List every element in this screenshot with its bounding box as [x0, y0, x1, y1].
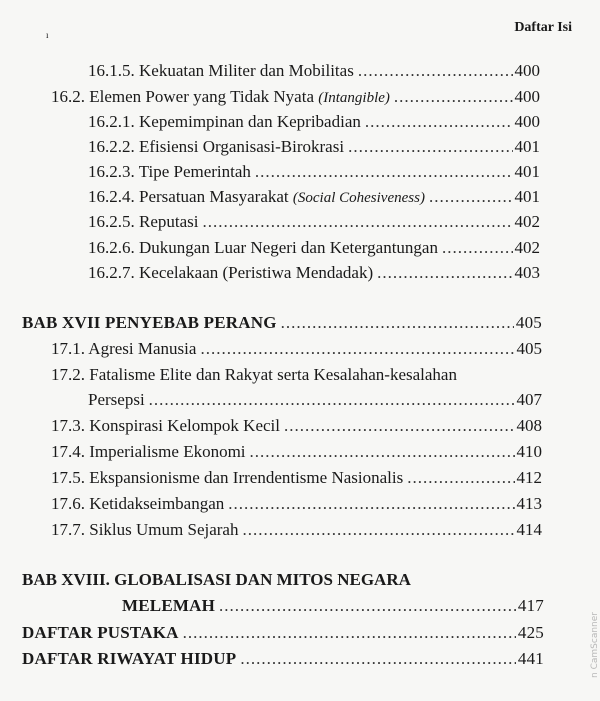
- dot-leader: [394, 86, 513, 108]
- toc-page-number: 402: [514, 238, 540, 257]
- toc-entry-label: 17.1. Agresi Manusia: [51, 339, 197, 358]
- toc-page-number: 412: [516, 468, 542, 487]
- toc-entry-label: Persepsi: [88, 390, 145, 409]
- toc-page-number: 401: [514, 162, 540, 181]
- dot-leader: [183, 622, 516, 644]
- toc-page-number: 407: [516, 390, 542, 409]
- toc-page-number: 414: [516, 520, 542, 539]
- toc-page-number: 400: [514, 87, 540, 106]
- dot-leader: [407, 467, 514, 489]
- toc-chapter-title: BAB XVII PENYEBAB PERANG: [22, 313, 277, 332]
- toc-chapter-entry: [22, 622, 544, 644]
- toc-page-number: 400: [514, 61, 540, 80]
- toc-entry-label: 17.6. Ketidakseimbangan: [51, 494, 225, 513]
- dot-leader: [200, 338, 514, 360]
- dot-leader: [365, 111, 513, 133]
- scanner-watermark: n CamScanner: [590, 612, 600, 678]
- toc-page-number: 400: [514, 112, 540, 131]
- toc-entry: [88, 60, 540, 82]
- toc-page-number: 402: [514, 212, 540, 231]
- dot-leader: [203, 211, 513, 233]
- toc-entry: [51, 415, 542, 437]
- dot-leader: [429, 186, 513, 208]
- dot-leader: [281, 312, 514, 334]
- toc-page-number: 401: [514, 137, 540, 156]
- toc-entry-label: 16.2.5. Reputasi: [88, 212, 199, 231]
- toc-chapter-title: DAFTAR PUSTAKA: [22, 623, 179, 642]
- toc-page-number: 441: [517, 649, 544, 668]
- toc-entry: [88, 186, 540, 209]
- toc-entry-label: 16.2.7. Kecelakaan (Peristiwa Mendadak): [88, 263, 374, 282]
- toc-entry: [51, 338, 542, 360]
- toc-entry: [88, 136, 540, 158]
- toc-page-number: 413: [516, 494, 542, 513]
- dot-leader: [358, 60, 513, 82]
- toc-entry-label: 17.3. Konspirasi Kelompok Kecil: [51, 416, 280, 435]
- toc-chapter-entry: [22, 312, 542, 334]
- toc-entry: [88, 389, 542, 411]
- toc-entry: [51, 467, 542, 489]
- toc-page-number: 405: [515, 313, 542, 332]
- toc-entry-label: 16.2. Elemen Power yang Tidak Nyata (Intangible): [51, 87, 390, 106]
- dot-leader: [240, 648, 516, 670]
- toc-entry: [88, 237, 540, 259]
- toc-chapter-entry: [22, 648, 544, 670]
- toc-entry: [88, 111, 540, 133]
- toc-entry-label: 17.4. Imperialisme Ekonomi: [51, 442, 246, 461]
- toc-page-number: 403: [514, 263, 540, 282]
- toc-page-number: 425: [517, 623, 544, 642]
- dot-leader: [228, 493, 514, 515]
- toc-entry: [51, 493, 542, 515]
- toc-entry: [88, 211, 540, 233]
- toc-page-number: 405: [516, 339, 542, 358]
- header-mark: ı: [46, 30, 49, 40]
- dot-leader: [284, 415, 515, 437]
- dot-leader: [442, 237, 513, 259]
- toc-entry-label: 17.5. Ekspansionisme dan Irrendentisme Nasionalis: [51, 468, 404, 487]
- toc-entry-label: 16.1.5. Kekuatan Militer dan Mobilitas: [88, 61, 354, 80]
- toc-page-number: 410: [516, 442, 542, 461]
- toc-chapter-entry: [122, 595, 544, 617]
- toc-entry-label: 16.2.1. Kepemimpinan dan Kepribadian: [88, 112, 361, 131]
- toc-entry: [51, 86, 540, 109]
- toc-entry-label: 16.2.3. Tipe Pemerintah: [88, 162, 251, 181]
- toc-chapter-title: BAB XVIII. GLOBALISASI DAN MITOS NEGARA: [22, 570, 411, 589]
- dot-leader: [255, 161, 513, 183]
- toc-entry-label-italic: (Intangible): [318, 90, 390, 106]
- toc-entry-label-italic: (Social Cohesiveness): [292, 190, 425, 206]
- running-header-title: Daftar Isi: [514, 20, 572, 35]
- toc-entry: [51, 441, 542, 463]
- toc-entry-label: 17.7. Siklus Umum Sejarah: [51, 520, 239, 539]
- toc-entry: [88, 262, 540, 284]
- dot-leader: [219, 595, 516, 617]
- toc-chapter-title: DAFTAR RIWAYAT HIDUP: [22, 649, 237, 668]
- toc-entry-label: 16.2.4. Persatuan Masyarakat (Social Cohesiveness): [88, 187, 425, 206]
- toc-page-number: 401: [514, 187, 540, 206]
- toc-page-number: 408: [516, 416, 542, 435]
- dot-leader: [149, 389, 515, 411]
- toc-chapter-title: MELEMAH: [122, 596, 216, 615]
- dot-leader: [377, 262, 512, 284]
- toc-entry-label: 17.2. Fatalisme Elite dan Rakyat serta Kesalahan-kesalahan: [51, 365, 457, 384]
- toc-entry: [88, 161, 540, 183]
- toc-page-number: 417: [517, 596, 544, 615]
- toc-entry-label: 16.2.6. Dukungan Luar Negeri dan Ketergantungan: [88, 238, 438, 257]
- dot-leader: [242, 519, 514, 541]
- toc-entry: [51, 519, 542, 541]
- toc-entry-label: 16.2.2. Efisiensi Organisasi-Birokrasi: [88, 137, 345, 156]
- dot-leader: [348, 136, 512, 158]
- dot-leader: [250, 441, 515, 463]
